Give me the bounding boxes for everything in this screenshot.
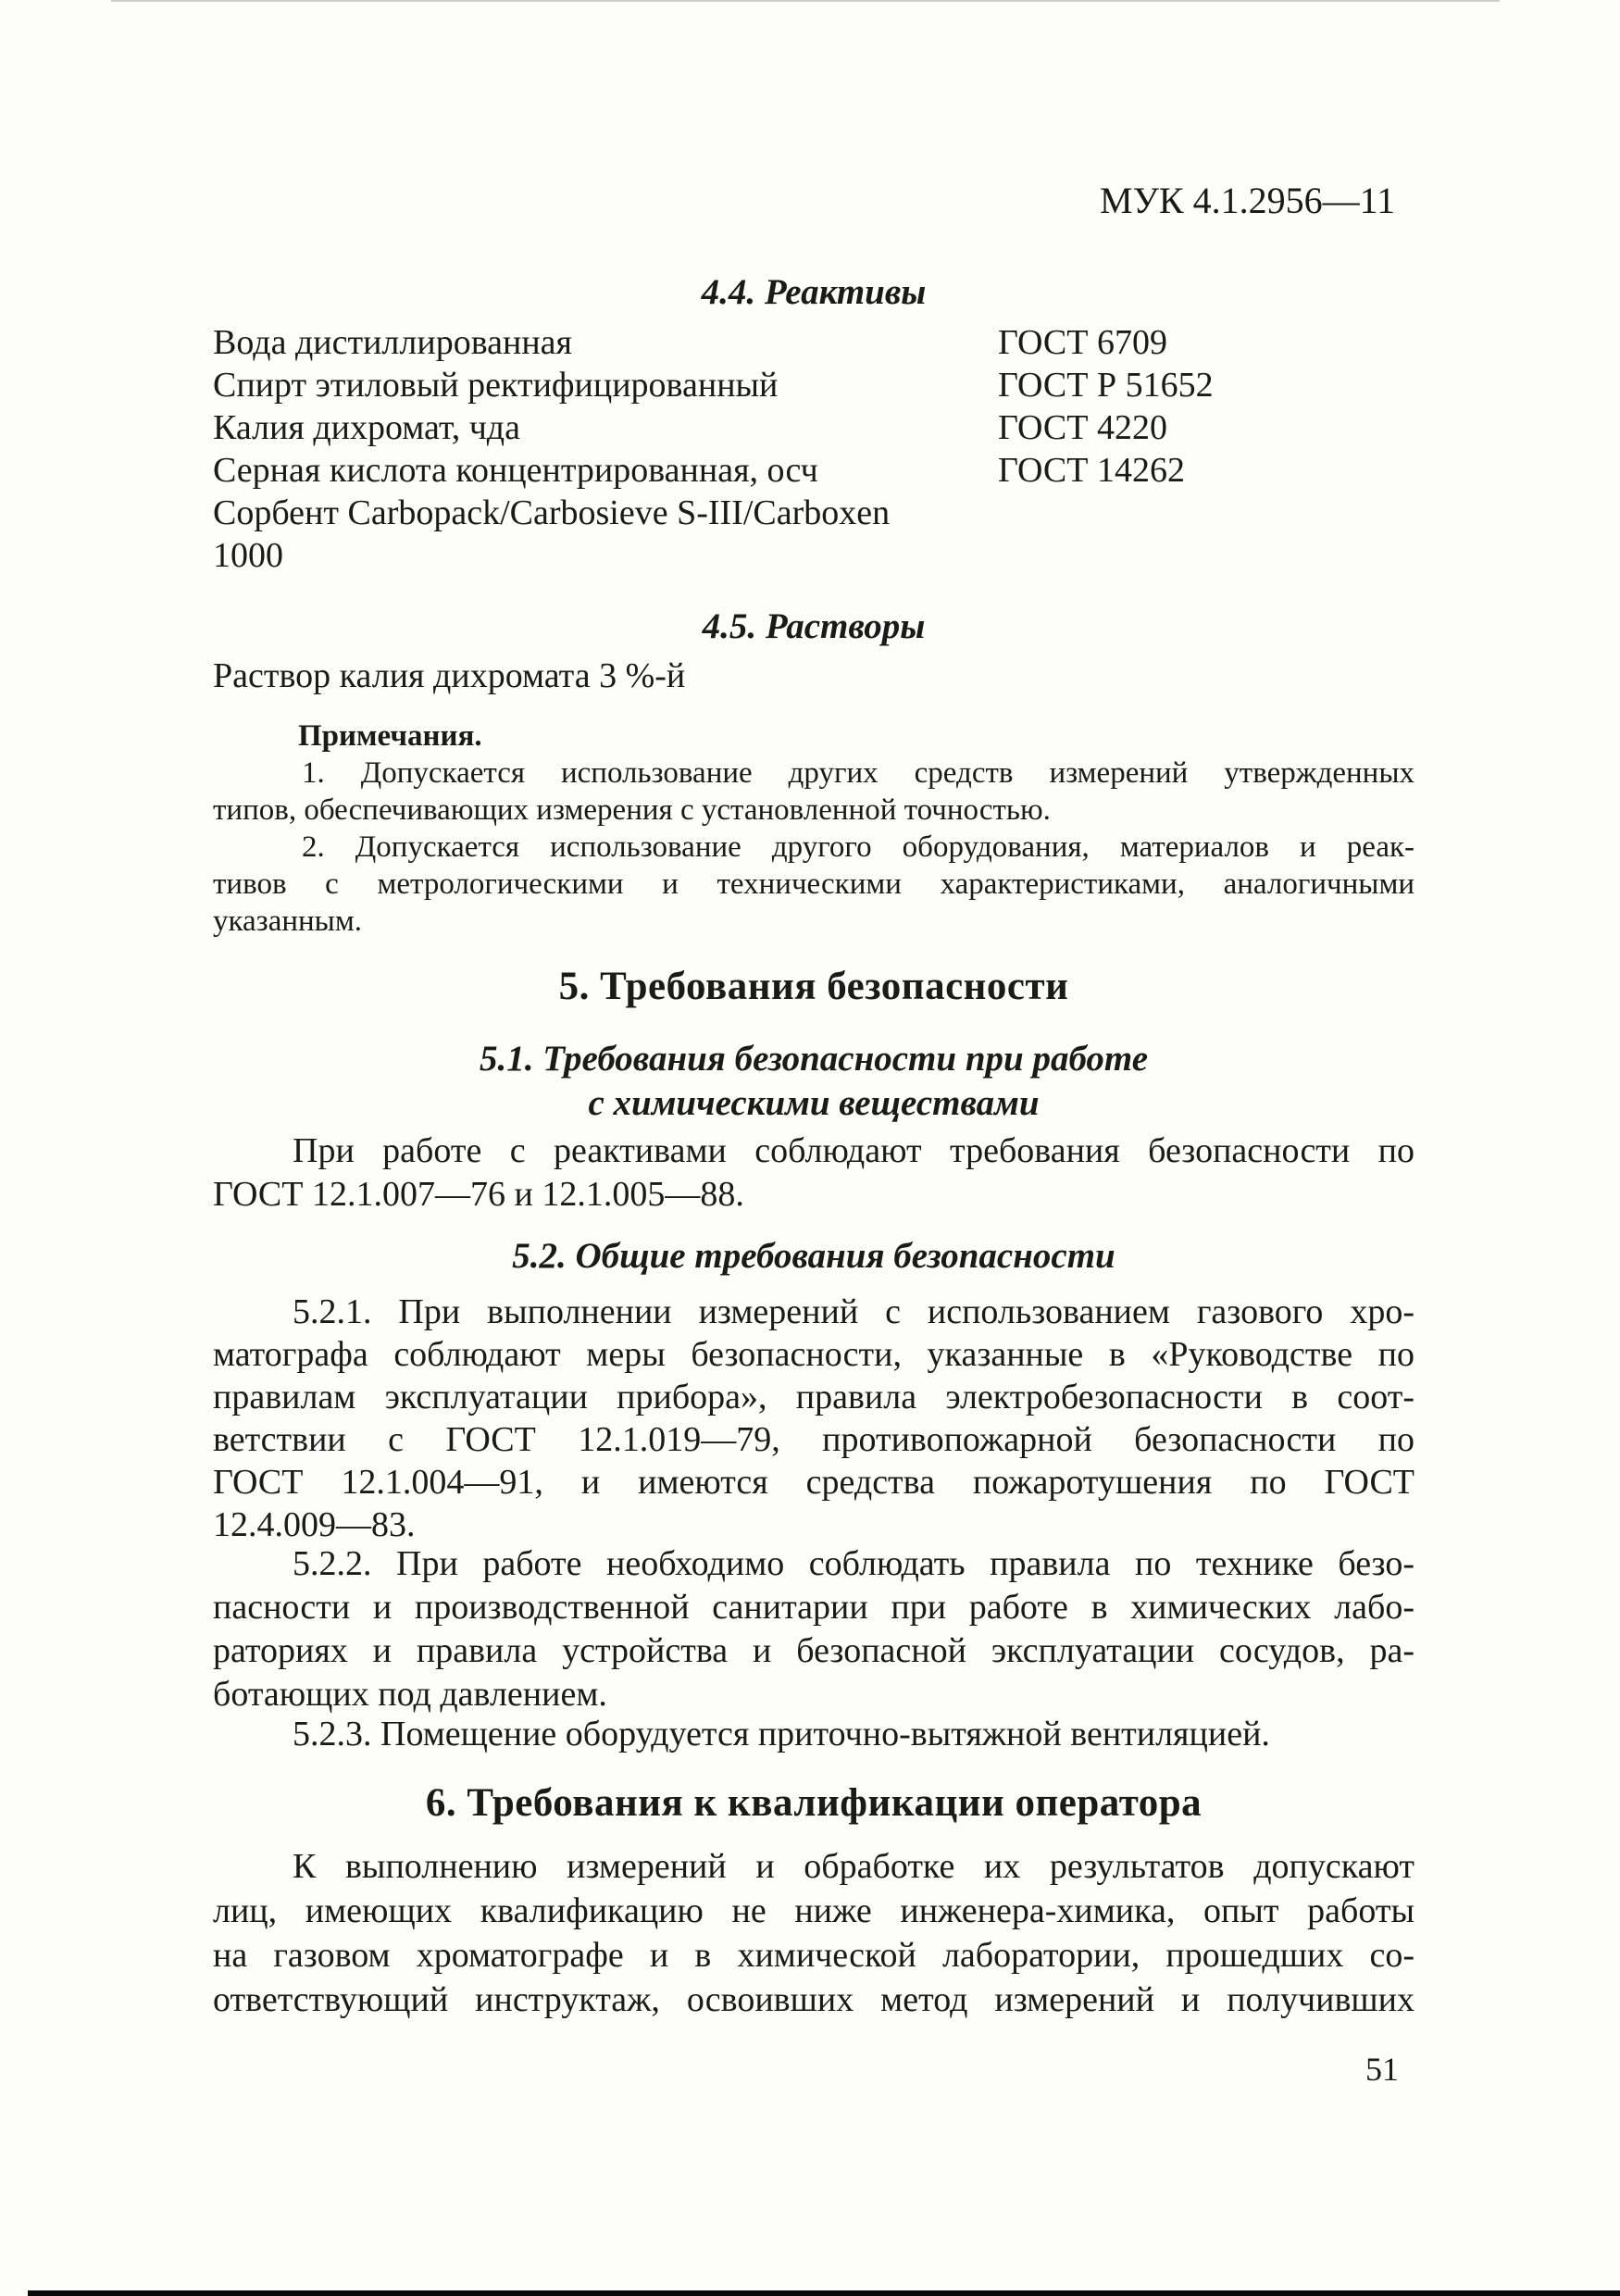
reagent-name: Серная кислота концентрированная, осч: [213, 451, 818, 490]
text-line: тивов с метрологическими и техническими характеристиками, аналогичными: [213, 867, 1414, 901]
paragraph-5-1: [213, 1129, 1414, 1217]
section-5-1-heading-line2: с химическими веществами: [588, 1083, 1040, 1123]
reagent-row: [213, 534, 1414, 577]
scan-artifact-bottom-edge: [28, 2290, 1620, 2296]
reagent-row: [213, 406, 1414, 449]
section-6-heading: 6. Требования к квалификации оператора: [425, 1781, 1203, 1825]
section-5-1-heading: [213, 1037, 1414, 1126]
note-2: [213, 829, 1414, 940]
text-line: ГОСТ 12.1.007—76 и 12.1.005—88.: [213, 1175, 744, 1214]
text-line: 1. Допускается использование других средств измерений утвержденных: [302, 756, 1414, 790]
text-line: 2. Допускается использование другого оборудования, материалов и реак-: [302, 830, 1414, 864]
text-line: ветствии с ГОСТ 12.1.019—79, противопожарной безопасности по: [213, 1420, 1414, 1459]
reagent-name: Калия дихромат, чда: [213, 408, 520, 447]
text-line: матографа соблюдают меры безопасности, указанные в «Руководстве по: [213, 1335, 1414, 1374]
reagent-name: Вода дистиллированная: [213, 323, 573, 362]
reagent-gost: ГОСТ Р 51652: [998, 366, 1214, 405]
text-line: раториях и правила устройства и безопасной эксплуатации сосудов, ра-: [213, 1631, 1414, 1670]
section-5-1-heading-line1: 5.1. Требования безопасности при работе: [479, 1039, 1149, 1079]
reagent-row: [213, 449, 1414, 492]
notes-block: [213, 718, 1414, 940]
paragraph-5-2-2: [213, 1542, 1414, 1716]
reagent-row: [213, 321, 1414, 364]
reagent-gost: ГОСТ 4220: [998, 408, 1167, 447]
text-line: При работе с реактивами соблюдают требования безопасности по: [293, 1131, 1414, 1170]
text-line: типов, обеспечивающих измерения с установленной точностью.: [213, 793, 1051, 827]
paragraph-6: [213, 1844, 1414, 2022]
reagent-name: 1000: [213, 536, 283, 575]
text-line: пасности и производственной санитарии при работе в химических лабо-: [213, 1588, 1414, 1627]
text-line: правилам эксплуатации прибора», правила электробезопасности в соот-: [213, 1378, 1414, 1416]
reagent-name: Спирт этиловый ректифицированный: [213, 366, 779, 405]
text-line: ГОСТ 12.1.004—91, и имеются средства пожаротушения по ГОСТ: [213, 1463, 1414, 1502]
reagent-name: Сорбент Carbopack/Carbosieve S-III/Carboxen: [213, 493, 891, 532]
paragraph-5-2-1: [213, 1291, 1414, 1546]
reagent-row: [213, 492, 1414, 534]
notes-title: Примечания.: [298, 719, 482, 753]
solution-text: Раствор калия дихромата 3 %-й: [213, 656, 686, 695]
scan-artifact-top-edge: [111, 0, 1500, 2]
note-1: [213, 755, 1414, 829]
section-5-2-heading: 5.2. Общие требования безопасности: [512, 1236, 1115, 1276]
text-line: ответствующий инструктаж, освоивших метод измерений и получивших: [213, 1980, 1414, 2019]
section-5-heading: 5. Требования безопасности: [558, 965, 1069, 1008]
paragraph-5-2-3: [213, 1713, 1414, 1756]
reagent-gost: ГОСТ 6709: [998, 323, 1167, 362]
page-number: 51: [1365, 2051, 1399, 2088]
text-line: 5.2.2. При работе необходимо соблюдать правила по технике безо-: [293, 1544, 1414, 1583]
text-line: 5.2.1. При выполнении измерений с использованием газового хро-: [293, 1292, 1414, 1331]
section-4-5-heading: 4.5. Растворы: [702, 606, 926, 646]
reagent-gost: ГОСТ 14262: [998, 451, 1185, 490]
section-4-4-heading: 4.4. Реактивы: [701, 272, 927, 312]
reagent-list: [213, 321, 1414, 577]
text-line: ботающих под давлением.: [213, 1675, 607, 1714]
text-line: лиц, имеющих квалификацию не ниже инженера-химика, опыт работы: [213, 1891, 1414, 1930]
text-line: на газовом хроматографе и в химической лаборатории, прошедших со-: [213, 1936, 1414, 1975]
text-line: 5.2.3. Помещение оборудуется приточно-вытяжной вентиляцией.: [293, 1715, 1270, 1753]
text-line: К выполнению измерений и обработке их результатов допускают: [293, 1847, 1414, 1886]
document-code: МУК 4.1.2956—11: [1100, 180, 1396, 221]
text-line: указанным.: [213, 905, 362, 938]
text-line: 12.4.009—83.: [213, 1505, 416, 1544]
reagent-row: [213, 364, 1414, 406]
